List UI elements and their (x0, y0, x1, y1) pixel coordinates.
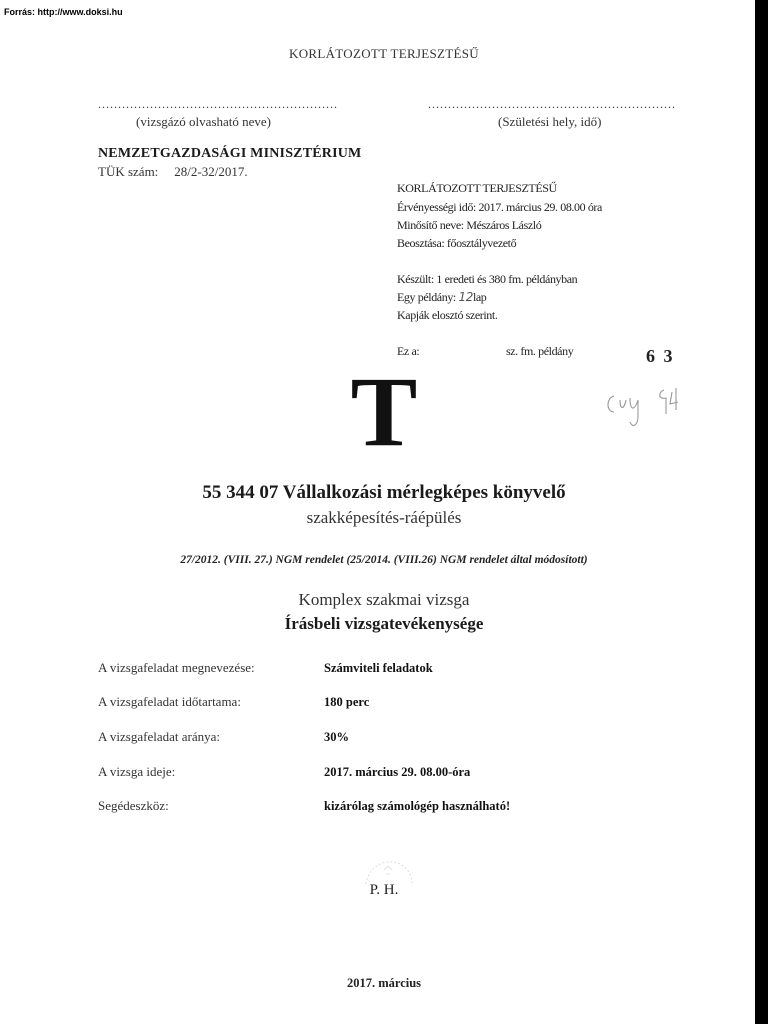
source-label: Forrás: http://www.doksi.hu (4, 7, 123, 17)
copy-number-stamp: 6 3 (646, 346, 675, 366)
detail-label: Segédeszköz: (98, 798, 169, 813)
ministry-name: NEMZETGAZDASÁGI MINISZTÉRIUM (98, 146, 362, 161)
detail-value: kizárólag számológép használható! (324, 799, 511, 813)
copy-number-label: sz. fm. példány (506, 344, 574, 358)
validity-line: Érvényességi idő: 2017. március 29. 08.00 óra (397, 200, 602, 214)
exam-activity: Írásbeli vizsgatevékenysége (284, 614, 484, 633)
pages-handwritten-value: 12 (458, 290, 473, 304)
birth-place-label: (Születési hely, idő) (498, 114, 602, 129)
tuk-value: 28/2-32/2017. (174, 164, 248, 179)
detail-label: A vizsga ideje: (98, 764, 176, 779)
tuk-label: TÜK szám: (98, 164, 159, 179)
candidate-name-label: (vizsgázó olvasható neve) (136, 114, 272, 129)
classification-header: KORLÁTOZOTT TERJESZTÉSŰ (289, 46, 479, 61)
copies-made-line: Készült: 1 eredeti és 380 fm. példányban (397, 272, 578, 286)
pages-per-copy-line (397, 290, 486, 305)
detail-value: 2017. március 29. 08.00-óra (324, 765, 471, 779)
this-copy-label: Ez a: (397, 344, 420, 358)
detail-label: A vizsgafeladat időtartama: (98, 694, 241, 709)
detail-value: 30% (324, 730, 349, 744)
decree-reference: 27/2012. (VIII. 27.) NGM rendelet (25/2014. (VIII.26) NGM rendelet által módosított) (180, 554, 588, 566)
classification-block-title: KORLÁTOZOTT TERJESZTÉSŰ (397, 181, 557, 195)
seal-placeholder: P. H. (369, 882, 399, 898)
detail-label: A vizsgafeladat aránya: (98, 729, 220, 744)
position-line: Beosztása: főosztályvezető (397, 236, 517, 250)
pages-prefix: Egy példány: (397, 290, 459, 304)
pages-suffix: lap (472, 290, 487, 304)
detail-label: A vizsgafeladat megnevezése: (98, 660, 255, 675)
detail-value: 180 perc (324, 695, 370, 709)
qualification-subtitle: szakképesítés-ráépülés (306, 508, 462, 527)
candidate-name-dots: ............................................................ (98, 97, 338, 111)
tuk-number (98, 164, 248, 180)
exam-type-letter: T (350, 356, 418, 467)
document-date: 2017. március (346, 976, 422, 990)
exam-name: Komplex szakmai vizsga (298, 590, 470, 609)
distribution-line: Kapják elosztó szerint. (397, 308, 498, 322)
birth-place-dots: .............................................................. (428, 97, 676, 111)
detail-value: Számviteli feladatok (324, 661, 433, 675)
qualification-title: 55 344 07 Vállalkozási mérlegképes könyvelő (202, 482, 566, 503)
classifier-line: Minősítő neve: Mészáros László (397, 218, 542, 232)
